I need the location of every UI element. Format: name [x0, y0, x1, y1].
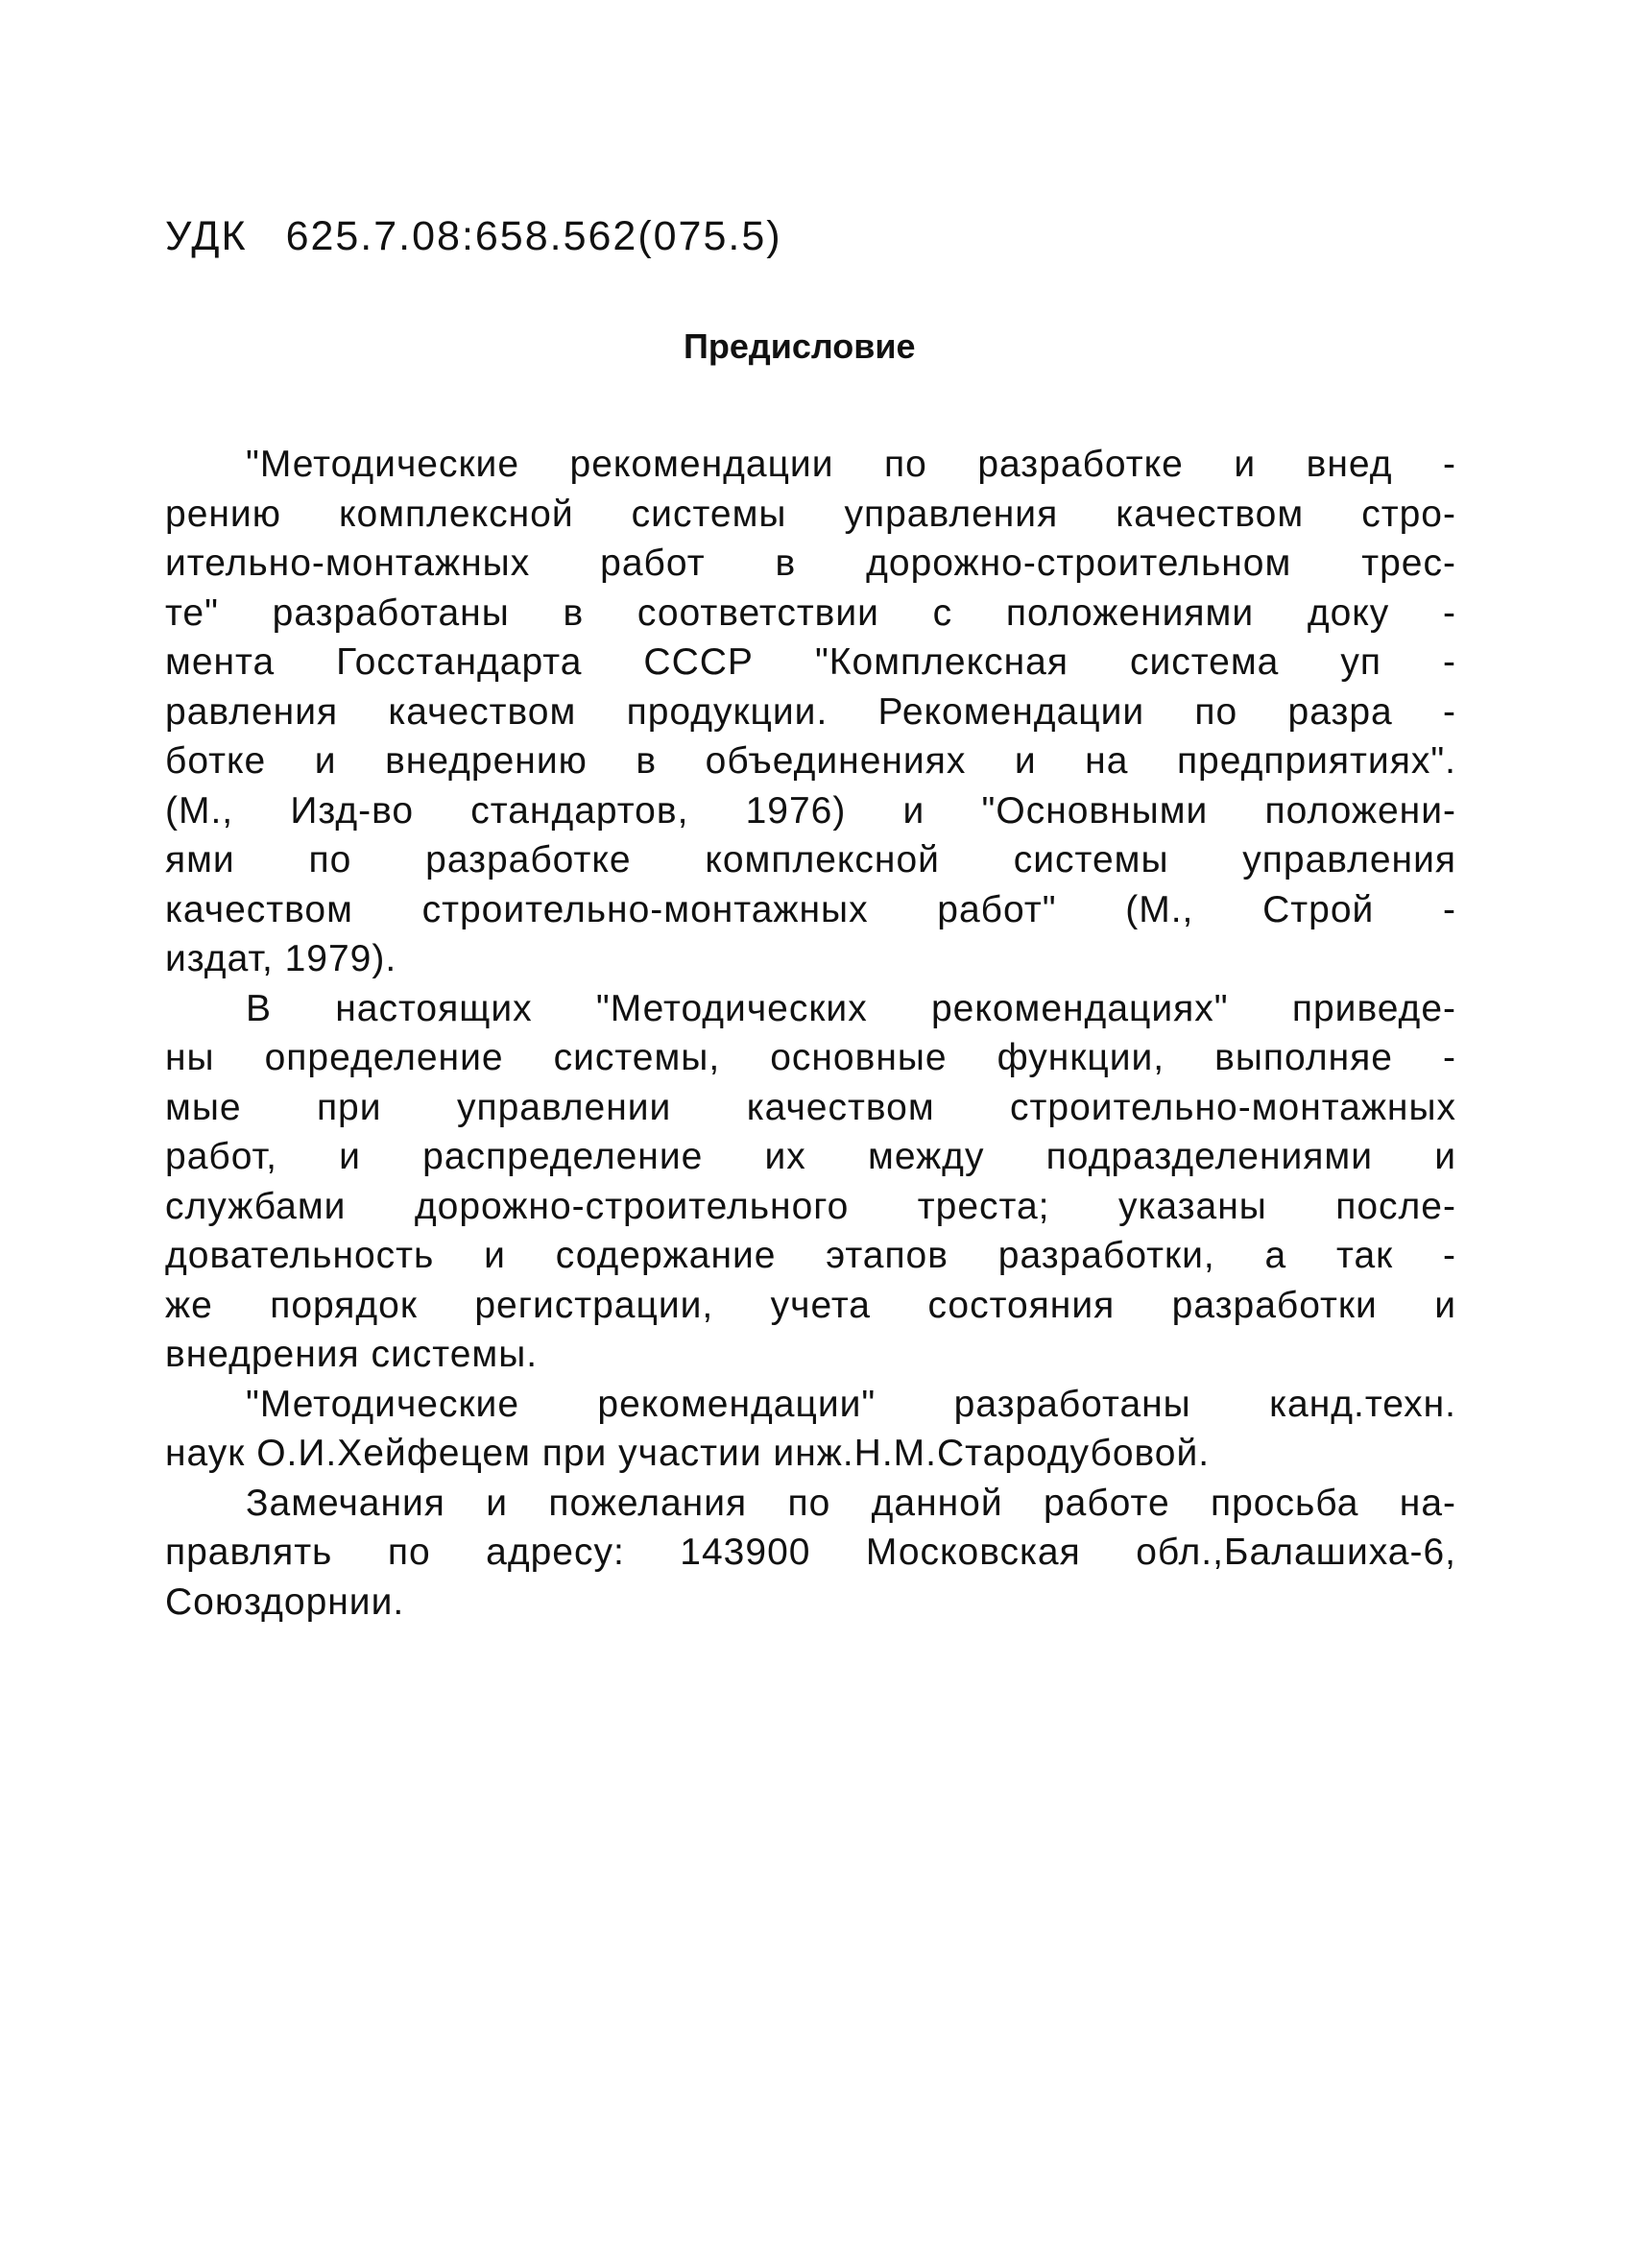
paragraph-1	[165, 440, 1456, 984]
paragraph-4	[165, 1479, 1456, 1628]
udk-label: УДК	[165, 213, 248, 259]
text-line: мые при управлении качеством строительно-монтажных	[165, 1086, 1456, 1128]
text-line: "Методические рекомендации по разработке и внед -	[246, 444, 1456, 485]
text-line: наук О.И.Хейфецем при участии инж.Н.М.Стародубовой.	[165, 1433, 1211, 1474]
text-line: довательность и содержание этапов разработки, а так -	[165, 1235, 1456, 1276]
text-line: ями по разработке комплексной системы управления	[165, 839, 1456, 881]
udk-code: 625.7.08:658.562(075.5)	[285, 213, 782, 259]
paragraph-2	[165, 984, 1456, 1380]
text-line: работ, и распределение их между подразделениями и	[165, 1136, 1456, 1177]
text-line: правлять по адресу: 143900 Московская обл.,Балашиха-6,	[165, 1532, 1456, 1573]
page-title: Предисловие	[684, 326, 916, 366]
text-line: В настоящих "Методических рекомендациях" приведе-	[246, 987, 1456, 1029]
text-line: мента Госстандарта СССР "Комплексная система уп -	[165, 641, 1456, 683]
text-line: те" разработаны в соответствии с положениями доку -	[165, 591, 1456, 634]
text-line: равления качеством продукции. Рекомендации по разра -	[165, 690, 1456, 733]
text-line: ботке и внедрению в объединениях и на предприятиях".	[165, 740, 1456, 782]
text-line: Союздорнии.	[165, 1580, 405, 1623]
text-line: рению комплексной системы управления качеством стро-	[165, 493, 1456, 535]
text-line: службами дорожно-строительного треста; указаны после-	[165, 1185, 1456, 1227]
text-line: ительно-монтажных работ в дорожно-строительном трес-	[165, 543, 1456, 584]
text-line: (М., Изд-во стандартов, 1976) и "Основными положени-	[165, 789, 1456, 832]
text-line: "Методические рекомендации" разработаны канд.техн.	[246, 1383, 1456, 1425]
text-line: ны определение системы, основные функции, выполняе -	[165, 1037, 1456, 1078]
paragraph-3	[165, 1380, 1456, 1479]
text-line: же порядок регистрации, учета состояния разработки и	[165, 1284, 1456, 1326]
text-line: Замечания и пожелания по данной работе просьба на-	[246, 1482, 1456, 1524]
udk-line	[165, 213, 782, 260]
preface-body	[165, 440, 1456, 1627]
text-line: внедрения системы.	[165, 1334, 539, 1375]
text-line: издат, 1979).	[165, 938, 397, 979]
text-line: качеством строительно-монтажных работ" (М., Строй -	[165, 888, 1456, 930]
